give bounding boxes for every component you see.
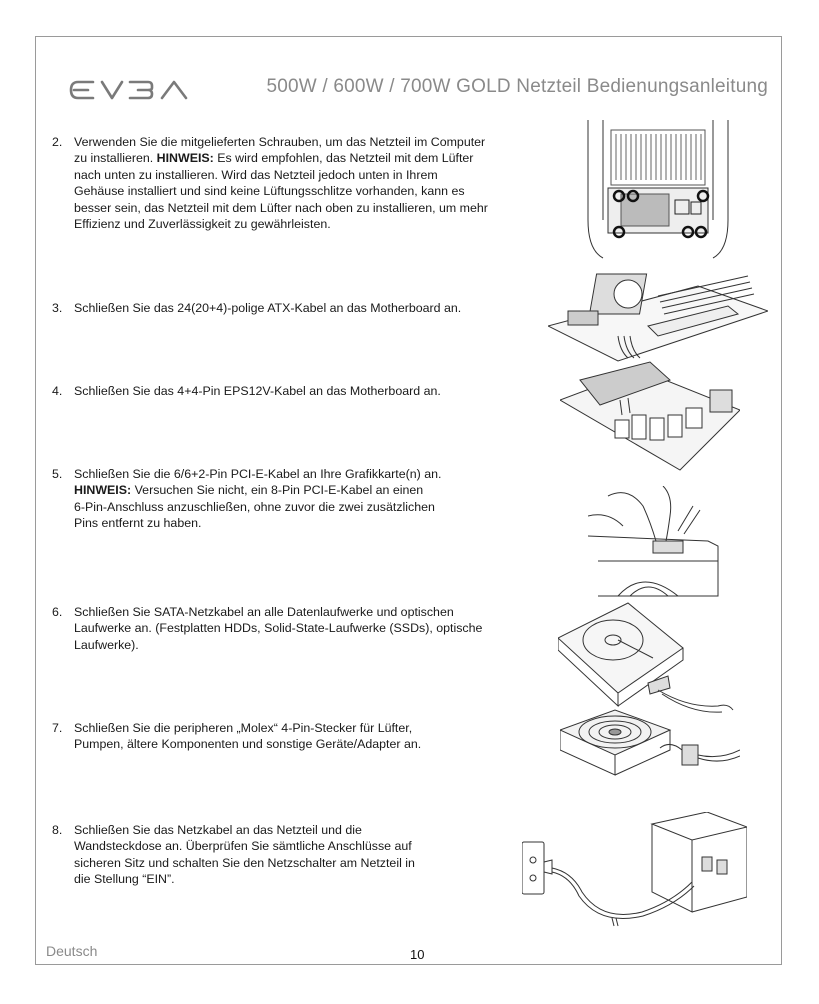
- step-line: sicheren Sitz und schalten Sie den Netzschalter am Netzteil in: [74, 855, 415, 870]
- step-line: Schließen Sie das 4+4-Pin EPS12V-Kabel an das Motherboard an.: [74, 384, 441, 398]
- step-text: [74, 134, 552, 232]
- step-6: [52, 604, 552, 653]
- page-number: 10: [410, 947, 425, 962]
- step-number: 8.: [52, 823, 63, 837]
- step-2: [52, 134, 552, 232]
- step-line-part: zu installieren.: [74, 151, 154, 166]
- note-label: HINWEIS:: [74, 483, 132, 498]
- step-number: 7.: [52, 721, 63, 735]
- step-line: 6-Pin-Anschluss anzuschließen, ohne zuvor die zwei zusätzlichen: [74, 499, 435, 514]
- step-line: nach unten zu installieren. Wird das Netzteil jedoch unten in Ihrem: [74, 167, 438, 182]
- footer-language: Deutsch: [46, 943, 98, 959]
- molex-fan-illustration: [560, 700, 740, 785]
- step-number: 4.: [52, 384, 63, 398]
- step-text: [74, 822, 482, 888]
- step-7: [52, 720, 532, 753]
- step-line: Wandsteckdose an. Überprüfen Sie sämtliche Anschlüsse auf: [74, 839, 412, 854]
- step-line: Laufwerke).: [74, 637, 139, 652]
- step-5: [52, 466, 532, 532]
- step-3: [52, 300, 552, 316]
- step-line: Pumpen, ältere Komponenten und sonstige Geräte/Adapter an.: [74, 737, 422, 752]
- step-line: [74, 150, 552, 166]
- pcie-graphics-card-illustration: [588, 486, 723, 598]
- document-title: 500W / 600W / 700W GOLD Netzteil Bedienungsanleitung: [266, 76, 768, 97]
- step-line: Schließen Sie das Netzkabel an das Netzteil und die: [74, 823, 362, 837]
- step-line: [74, 482, 532, 498]
- step-8: [52, 822, 482, 888]
- note-label: HINWEIS:: [156, 151, 214, 166]
- step-text: [74, 383, 552, 399]
- step-line-part: Versuchen Sie nicht, ein 8-Pin PCI-E-Kabel an einen: [134, 483, 424, 498]
- power-cord-illustration: [522, 812, 747, 932]
- step-number: 3.: [52, 301, 63, 315]
- step-line: Verwenden Sie die mitgelieferten Schrauben, um das Netzteil im Computer: [74, 135, 486, 149]
- eps-motherboard-illustration: [560, 360, 740, 475]
- step-text: [74, 466, 532, 532]
- step-text: [74, 604, 552, 653]
- step-number: 5.: [52, 467, 63, 481]
- step-line: besser sein, das Netzteil mit dem Lüfter nach oben zu installieren, um mehr: [74, 200, 488, 215]
- step-text: [74, 300, 552, 316]
- case-screws-illustration: [583, 120, 733, 260]
- step-line: die Stellung “EIN”.: [74, 872, 175, 887]
- step-line: Schließen Sie die 6/6+2-Pin PCI-E-Kabel an Ihre Grafikkarte(n) an.: [74, 467, 442, 481]
- step-number: 6.: [52, 605, 63, 619]
- step-line: Pins entfernt zu haben.: [74, 516, 202, 531]
- step-line: Schließen Sie SATA-Netzkabel an alle Datenlaufwerke und optischen: [74, 605, 454, 619]
- step-line: Schließen Sie die peripheren „Molex“ 4-Pin-Stecker für Lüfter,: [74, 721, 413, 735]
- step-line: Effizienz und Zuverlässigkeit zu gewährleisten.: [74, 217, 331, 232]
- step-number: 2.: [52, 135, 63, 149]
- step-line: Laufwerke an. (Festplatten HDDs, Solid-State-Laufwerke (SSDs), optische: [74, 621, 483, 636]
- step-line: Schließen Sie das 24(20+4)-polige ATX-Kabel an das Motherboard an.: [74, 301, 462, 315]
- step-text: [74, 720, 532, 753]
- atx-motherboard-illustration: [548, 266, 768, 366]
- step-line-part: Es wird empfohlen, das Netzteil mit dem Lüfter: [217, 151, 474, 166]
- evga-logo: [68, 76, 198, 106]
- step-line: Gehäuse installiert und sind keine Lüftungsschlitze vorhanden, kann es: [74, 184, 465, 199]
- step-4: [52, 383, 552, 399]
